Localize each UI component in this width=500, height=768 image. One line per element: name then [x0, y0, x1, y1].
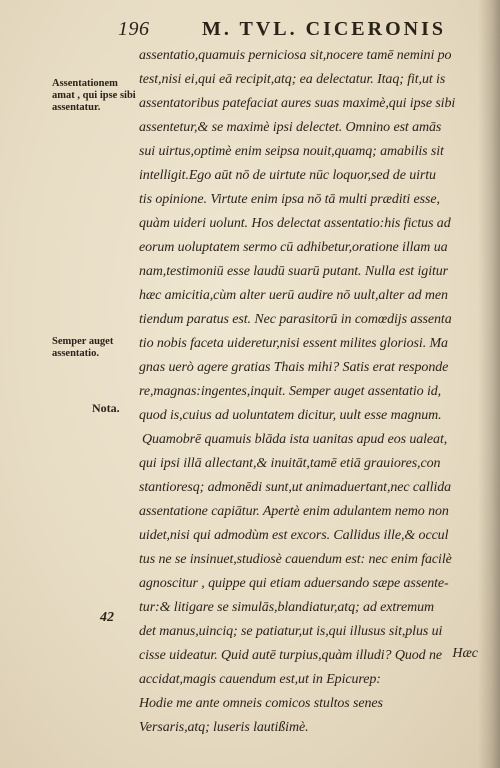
- verse-line: Versaris,atq; luseris lautißimè.: [139, 720, 309, 735]
- text-line: det manus,uinciq; se patiatur,ut is,qui illusus sit,plus ui: [139, 624, 443, 639]
- text-line: agnoscitur , quippe qui etiam aduersando sæpe assente-: [139, 576, 449, 591]
- text-line: tus ne se insinuet,studiosè cauendum est: nec enim facilè: [139, 552, 452, 567]
- margin-note-assentationem: Assentationem amat , qui ipse sibi assentatur.: [52, 78, 136, 113]
- text-line: qui ipsi illā allectant,& inuitāt,tamē etiā grauiores,con: [139, 456, 441, 471]
- text-line: gnas uerò agere gratias Thais mihi? Satis erat responde: [139, 360, 449, 375]
- verse-line: Hodie me ante omneis comicos stultos senes: [139, 696, 383, 711]
- text-line: re,magnas:ingentes,inquit. Semper auget assentatio id,: [139, 384, 442, 399]
- text-line: assentetur,& se maximè ipsi delectet. Omnino est amās: [139, 120, 442, 135]
- text-line: quod is,cuius ad uoluntatem dicitur, uult esse magnum.: [139, 408, 442, 423]
- text-line: cisse uideatur. Quid autē turpius,quàm illudi? Quod ne: [139, 648, 442, 663]
- text-line: assentatione capiātur. Apertè enim adulantem nemo non: [139, 504, 449, 519]
- text-line: tio nobis faceta uideretur,nisi essent milites gloriosi. Ma: [139, 336, 448, 351]
- text-line: stantioresq; admonēdi sunt,ut animaduertant,nec callida: [139, 480, 452, 495]
- margin-note-nota: Nota.: [92, 401, 120, 415]
- text-line: Quamobrē quamuis blāda ista uanitas apud eos ualeat,: [142, 432, 448, 447]
- text-line: accidat,magis cauendum est,ut in Epicurep:: [139, 672, 381, 687]
- body-text: [139, 44, 485, 740]
- text-line: assentatio,quamuis perniciosa sit,nocere tamē nemini po: [139, 48, 452, 63]
- text-line: eorum uoluptatem sermo cū adhibetur,oratione illam ua: [139, 240, 448, 255]
- text-line: test,nisi ei,qui eā recipit,atq; ea delectatur. Itaq; fit,ut is: [139, 72, 446, 87]
- text-line: assentatoribus patefaciat aures suas maximè,qui ipse sibi: [139, 96, 456, 111]
- text-line: tiendum paratus est. Nec parasitorū in comœdijs assenta: [139, 312, 452, 327]
- catchword: Hæc: [452, 646, 478, 661]
- text-line: uidet,nisi qui admodùm est excors. Callidus ille,& occul: [139, 528, 449, 543]
- verse-number: 42: [100, 610, 114, 625]
- text-line: hæc amicitia,cùm alter uerū audire nō uult,alter ad men: [139, 288, 448, 303]
- page-number: 196: [118, 18, 150, 40]
- text-line: quàm uideri uolunt. Hos delectat assentatio:his fictus ad: [139, 216, 451, 231]
- text-line: intelligit.Ego aūt nō de uirtute nūc loquor,sed de uirtu: [139, 168, 436, 183]
- text-line: sui uirtus,optimè enim seipsa nouit,quamq; amabilis sit: [139, 144, 444, 159]
- text-line: tur:& litigare se simulās,blandiatur,atq; ad extremum: [139, 600, 435, 615]
- margin-note-semper-auget: Semper auget assentatio.: [52, 336, 114, 359]
- page-header: [118, 18, 478, 44]
- text-line: nam,testimoniū esse laudū suarū putant. Nulla est igitur: [139, 264, 449, 279]
- text-line: tis opinione. Virtute enim ipsa nō tā multi præditi esse,: [139, 192, 440, 207]
- running-title: M. TVL. CICERONIS: [202, 18, 446, 40]
